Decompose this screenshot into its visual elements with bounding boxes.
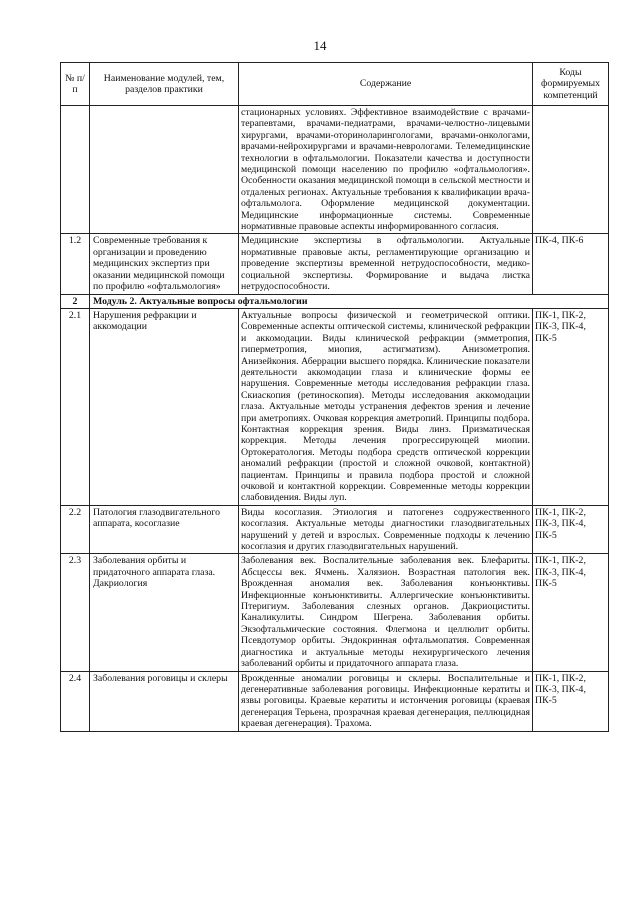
header-module-name: Наименование модулей, тем, разделов практики [90, 63, 239, 106]
header-content: Содержание [239, 63, 533, 106]
row-number: 2.2 [61, 505, 90, 554]
row-topic-name: Заболевания орбиты и придаточного аппарата глаза. Дакриология [90, 554, 239, 671]
row-competency-codes: ПК-1, ПК-2, ПК-3, ПК-4, ПК-5 [533, 671, 609, 731]
table-body [61, 106, 609, 732]
row-topic-name: Заболевания роговицы и склеры [90, 671, 239, 731]
row-number [61, 106, 90, 234]
header-number: № п/п [61, 63, 90, 106]
table-header-row [61, 63, 609, 106]
row-competency-codes: ПК-1, ПК-2, ПК-3, ПК-4, ПК-5 [533, 554, 609, 671]
row-number: 2.4 [61, 671, 90, 731]
row-number: 2.1 [61, 308, 90, 505]
row-content: Актуальные вопросы физической и геометрической оптики. Современные аспекты оптической системы, клинической рефракции и аккомодации. Виды клинической рефракции (эмметропия, гиперметропия, миопия, астигматизм). Анизометропия. Анизейкония. Аберрации высшего порядка. Клинические показатели деятельности аккомодации глаза и клинические формы ее нарушения. Современные методы исследования рефракции глаза. Скиаскопия (ретиноскопия). Методы исследования аккомодации глаза. Актуальные методы устранения дефектов зрения и лечение при аметропиях. Очковая коррекция аметропий. Принципы подбора. Контактная коррекция зрения. Виды линз. Призматическая коррекция. Методы лечения прогрессирующей миопии. Ортокератология. Методы подбора средств оптической коррекции аномалий рефракции (простой и сложной очковой, контактной) пациентам. Принципы и правила подбора простой и сложной очковой и контактной коррекции. Современные методы коррекции слабовидения. Виды луп. [239, 308, 533, 505]
row-number: 2.3 [61, 554, 90, 671]
row-content: Врожденные аномалии роговицы и склеры. Воспалительные и дегенеративные заболевания роговицы. Инфекционные кератиты и язвы роговицы. Краевые кератиты и истончения роговицы (краевая дегенерация Терьена, прозрачная краевая дегенерация, пеллюцидная краевая дегенерация). Трахома. [239, 671, 533, 731]
table-row [61, 505, 609, 554]
module-row [61, 294, 609, 308]
table-row [61, 308, 609, 505]
module-title: Модуль 2. Актуальные вопросы офтальмологии [90, 294, 609, 308]
row-competency-codes [533, 106, 609, 234]
table-row [61, 234, 609, 294]
page-number: 14 [313, 38, 327, 53]
row-topic-name: Патология глазодвигательного аппарата, косоглазие [90, 505, 239, 554]
row-competency-codes: ПК-1, ПК-2, ПК-3, ПК-4, ПК-5 [533, 505, 609, 554]
table-row [61, 106, 609, 234]
row-competency-codes: ПК-4, ПК-6 [533, 234, 609, 294]
row-topic-name [90, 106, 239, 234]
table-row [61, 554, 609, 671]
header-competency-codes: Коды формируемых компетенций [533, 63, 609, 106]
row-number: 1.2 [61, 234, 90, 294]
row-topic-name: Современные требования к организации и проведению медицинских экспертиз при оказании медицинской помощи по профилю «офтальмология» [90, 234, 239, 294]
row-topic-name: Нарушения рефракции и аккомодации [90, 308, 239, 505]
curriculum-table [60, 62, 609, 732]
row-content: стационарных условиях. Эффективное взаимодействие с врачами-терапевтами, врачами-педиатрами, врачами-челюстно-лицевыми хирургами, врачами-оториноларингологами, врачами-онкологами, врачами-нейрохирургами и врачами-неврологами. Телемедицинские технологии в офтальмологии. Показатели качества и доступности медицинской помощи населению по профилю «офтальмология». Особенности оказания медицинской помощи в сельской местности и отдаленых регионах. Актуальные требования к квалификации врача-офтальмолога. Оформление медицинской документации. Медицинские информационные системы. Современные нормативные правовые аспекты информированного согласия. [239, 106, 533, 234]
row-content: Виды косоглазия. Этиология и патогенез содружественного косоглазия. Актуальные методы диагностики глазодвигательных нарушений у детей и взрослых. Современные подходы к лечению косоглазия и других глазодвигательных нарушений. [239, 505, 533, 554]
table-row [61, 671, 609, 731]
row-competency-codes: ПК-1, ПК-2, ПК-3, ПК-4, ПК-5 [533, 308, 609, 505]
module-number: 2 [61, 294, 90, 308]
row-content: Медицинские экспертизы в офтальмологии. Актуальные нормативные правовые акты, регламентирующие организацию и проведение экспертизы временной нетрудоспособности, медико-социальной экспертизы. Формирование и выдача листка нетрудоспособности. [239, 234, 533, 294]
row-content: Заболевания век. Воспалительные заболевания век. Блефариты. Абсцессы век. Ячмень. Халязион. Возрастная патология век. Врожденная аномалия век. Заболевания конъюнктивы. Инфекционные конъюнктивиты. Аллергические конъюнктивиты. Птеригиум. Заболевания слезных органов. Дакриоциститы. Каналикулиты. Синдром Шегрена. Заболевания орбиты. Экзофтальмические состояния. Флегмона и целлюлит орбиты. Псевдотумор орбиты. Эндокринная офтальмопатия. Современная диагностика и актуальные методы нехирургического лечения заболеваний орбиты и придаточного аппарата глаза. [239, 554, 533, 671]
